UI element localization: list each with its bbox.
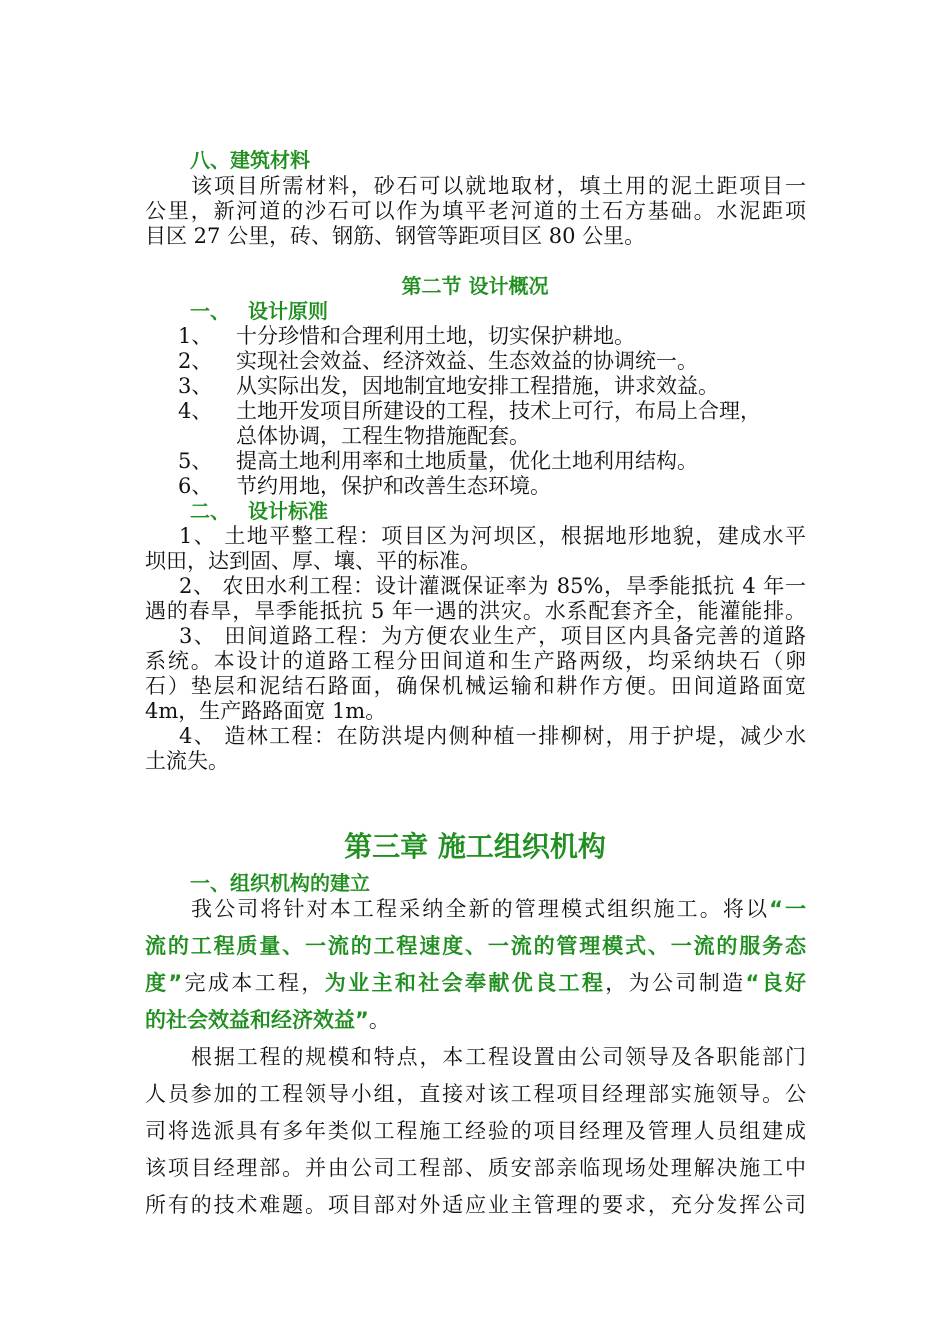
emphasis-span: “一 (769, 897, 806, 921)
paragraph-line: 2、 农田水利工程：设计灌溉保证率为 85%，旱季能抵抗 4 年一 (179, 574, 806, 598)
paragraph-line: 1、 土地平整工程：项目区为河坝区，根据地形地貌，建成水平 (179, 524, 806, 548)
paragraph-line: 该项目所需材料，砂石可以就地取材，填土用的泥土距项目一 (191, 174, 806, 198)
paragraph-line: 人员参加的工程领导小组，直接对该工程项目经理部实施领导。公 (145, 1082, 806, 1106)
paragraph-line-emphasis: 流的工程质量、一流的工程速度、一流的管理模式、一流的服务态 (145, 934, 806, 958)
emphasis-span: 为业主和社会奉献优良工程 (324, 971, 606, 995)
list-text: 土地开发项目所建设的工程，技术上可行，布局上合理， (236, 399, 761, 423)
text-span: 完成本工程， (182, 971, 325, 995)
list-number: 4、 (178, 399, 213, 423)
list-number: 6、 (178, 474, 213, 498)
text-span: 。 (368, 1008, 390, 1032)
paragraph-line: 目区 27 公里，砖、钢筋、钢管等距项目区 80 公里。 (145, 224, 646, 248)
list-item (178, 474, 551, 499)
paragraph-line: 该项目经理部。并由公司工程部、质安部亲临现场处理解决施工中 (145, 1156, 806, 1180)
section-title: 第二节 设计概况 (401, 274, 549, 298)
list-number: 2、 (178, 349, 213, 373)
list-item (178, 349, 698, 374)
text-span: ，为公司制造 (605, 971, 746, 995)
paragraph-line: 所有的技术难题。项目部对外适应业主管理的要求，充分发挥公司 (145, 1193, 806, 1217)
paragraph-line: 3、 田间道路工程：为方便农业生产，项目区内具备完善的道路 (179, 624, 806, 648)
subheading-design-standards (190, 499, 328, 524)
list-text: 提高土地利用率和土地质量，优化土地利用结构。 (236, 449, 698, 473)
paragraph-line (145, 891, 806, 928)
paragraph-line: 系统。本设计的道路工程分田间道和生产路两级，均采纳块石（卵 (145, 649, 806, 673)
text-span: 我公司将针对本工程采纳全新的管理模式组织施工。将以 (191, 897, 770, 921)
paragraph-line: 遇的春旱，旱季能抵抗 5 年一遇的洪灾。水系配套齐全，能灌能排。 (145, 599, 806, 623)
heading-number: 一、 (190, 299, 230, 323)
paragraph-line: 根据工程的规模和特点，本工程设置由公司领导及各职能部门 (191, 1045, 806, 1069)
list-item-continuation (178, 424, 530, 449)
heading-text: 设计原则 (248, 299, 328, 323)
list-text: 十分珍惜和合理利用土地，切实保护耕地。 (236, 324, 635, 348)
chapter-title: 第三章 施工组织机构 (344, 830, 606, 863)
subheading-design-principles (190, 299, 328, 324)
list-item (178, 374, 719, 399)
paragraph-line: 4、 造林工程：在防洪堤内侧种植一排柳树，用于护堤，减少水 (179, 724, 806, 748)
list-text: 总体协调，工程生物措施配套。 (236, 424, 530, 448)
list-number: 3、 (178, 374, 213, 398)
heading-text: 设计标准 (248, 499, 328, 523)
list-text: 从实际出发，因地制宜地安排工程措施，讲求效益。 (236, 374, 719, 398)
paragraph-line: 4m，生产路路面宽 1m。 (145, 699, 387, 723)
list-number: 5、 (178, 449, 213, 473)
list-item (178, 449, 698, 474)
heading-number: 二、 (190, 499, 230, 523)
paragraph-line: 坝田，达到固、厚、壤、平的标准。 (145, 549, 481, 573)
paragraph-line: 土流失。 (145, 749, 229, 773)
list-number: 1、 (178, 324, 213, 348)
paragraph-line: 司将选派具有多年类似工程施工经验的项目经理及管理人员组建成 (145, 1119, 806, 1143)
list-text: 节约用地，保护和改善生态环境。 (236, 474, 551, 498)
emphasis-span: “良好 (745, 971, 807, 995)
paragraph-line: 公里，新河道的沙石可以作为填平老河道的土石方基础。水泥距项 (145, 199, 806, 223)
paragraph-line: 石）垫层和泥结石路面，确保机械运输和耕作方便。田间道路面宽 (145, 674, 806, 698)
section-heading-building-materials: 八、建筑材料 (190, 148, 310, 172)
emphasis-span: 度” (145, 971, 183, 995)
emphasis-span: 的社会效益和经济效益” (145, 1008, 369, 1032)
paragraph-line (145, 965, 806, 1002)
list-item (178, 324, 635, 349)
list-text: 实现社会效益、经济效益、生态效益的协调统一。 (236, 349, 698, 373)
list-item (178, 399, 761, 424)
subheading-organization: 一、组织机构的建立 (190, 871, 370, 895)
paragraph-line (145, 1002, 806, 1039)
